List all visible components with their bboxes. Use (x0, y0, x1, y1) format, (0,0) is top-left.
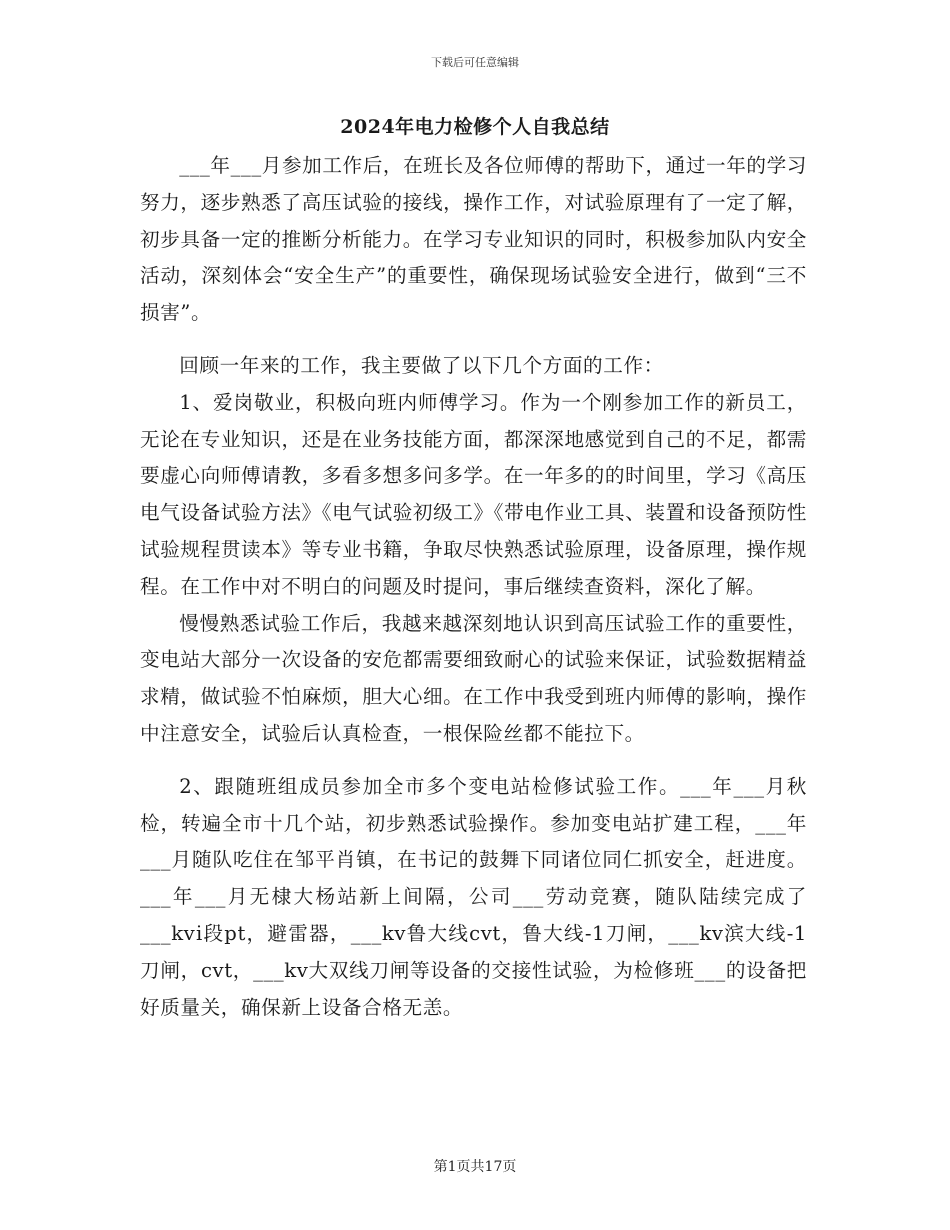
document-title: 2024年电力检修个人自我总结 (340, 116, 610, 138)
paragraph-item-1: 1、爱岗敬业，积极向班内师傅学习。作为一个刚参加工作的新员工，无论在专业知识，还是在业务技能方面，都深深地感觉到自己的不足，都需要虚心向师傅请教，多看多想多问多学。在一年多的的时间里，学习《高压电气设备试验方法》《电气试验初级工》《带电作业工具、装置和设备预防性试验规程贯读本》等专业书籍，争取尽快熟悉试验原理，设备原理，操作规程。在工作中对不明白的问题及时提问，事后继续查资料，深化了解。 (140, 390, 807, 598)
paragraph-item-1-cont: 慢慢熟悉试验工作后，我越来越深刻地认识到高压试验工作的重要性，变电站大部分一次设备的安危都需要细致耐心的试验来保证，试验数据精益求精，做试验不怕麻烦，胆大心细。在工作中我受到班内师傅的影响，操作中注意安全，试验后认真检查，一根保险丝都不能拉下。 (140, 611, 807, 745)
page-number: 第1页共17页 (433, 1159, 517, 1175)
paragraph-intro: ___年___月参加工作后，在班长及各位师傅的帮助下，通过一年的学习努力，逐步熟悉了高压试验的接线，操作工作，对试验原理有了一定了解，初步具备一定的推断分析能力。在学习专业知识的同时，积极参加队内安全活动，深刻体会“安全生产”的重要性，确保现场试验安全进行，做到“三不损害”。 (140, 154, 807, 325)
document-body (140, 148, 807, 1026)
paragraph-item-2: 2、跟随班组成员参加全市多个变电站检修试验工作。___年___月秋检，转遍全市十几个站，初步熟悉试验操作。参加变电站扩建工程，___年___月随队吃住在邹平肖镇，在书记的鼓舞下同诸位同仁抓安全，赶进度。___年___月无棣大杨站新上间隔，公司___劳动竞赛，随队陆续完成了___kvⅰ段pt，避雷器，___kv鲁大线cvt，鲁大线-1刀闸，___kv滨大线-1刀闸，cvt，___kv大双线刀闸等设备的交接性试验，为检修班___的设备把好质量关，确保新上设备合格无恙。 (140, 774, 807, 1019)
paragraph-review: 回顾一年来的工作，我主要做了以下几个方面的工作： (179, 353, 664, 377)
page-header: 下载后可任意编辑 (431, 56, 519, 69)
